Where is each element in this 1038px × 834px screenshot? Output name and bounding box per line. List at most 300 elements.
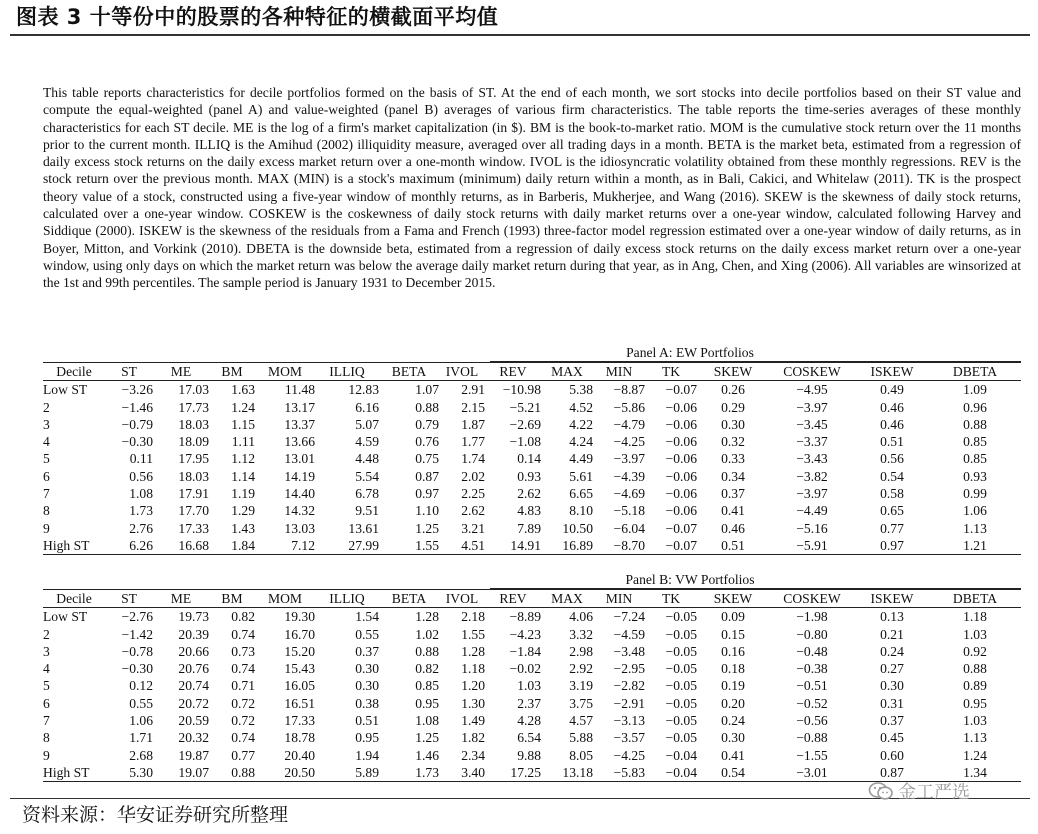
table-cell: 0.46 <box>880 399 904 415</box>
column-header: BM <box>209 363 255 381</box>
table-cell: 20.66 <box>178 643 209 659</box>
table-cell: 19.87 <box>178 747 209 763</box>
table-row <box>43 433 1021 450</box>
table-cell: 6.26 <box>129 537 153 553</box>
table-cell: 20.32 <box>178 730 209 746</box>
column-header: Decile <box>43 590 105 608</box>
table-cell: −0.05 <box>665 626 697 642</box>
table-cell: 0.30 <box>355 678 379 694</box>
table-cell: −0.06 <box>665 399 697 415</box>
table-cell: 27.99 <box>348 537 379 553</box>
table-cell: −0.38 <box>796 661 828 677</box>
table-cell: 0.37 <box>721 486 745 502</box>
table-cell: 0.30 <box>355 661 379 677</box>
title-divider <box>10 34 1030 36</box>
table-cell: 4.51 <box>461 537 485 553</box>
table-cell: 0.75 <box>415 451 439 467</box>
table-cell: 0.27 <box>880 661 904 677</box>
table-cell: 6.16 <box>355 399 379 415</box>
decile-label: 7 <box>43 713 50 729</box>
table-cell: 18.09 <box>178 434 209 450</box>
table-cell: −10.98 <box>502 382 541 398</box>
decile-label: 8 <box>43 503 50 519</box>
table-cell: −0.05 <box>665 609 697 625</box>
table-cell: 2.92 <box>569 661 593 677</box>
table-cell: 20.76 <box>178 661 209 677</box>
table-cell: 17.70 <box>178 503 209 519</box>
table-cell: 0.11 <box>129 451 153 467</box>
table-cell: −5.18 <box>613 503 645 519</box>
decile-label: 6 <box>43 695 50 711</box>
table-cell: 0.73 <box>231 643 255 659</box>
table-cell: 20.74 <box>178 678 209 694</box>
column-header: Decile <box>43 363 105 381</box>
table-cell: 1.09 <box>963 382 987 398</box>
table-cell: 1.55 <box>415 537 439 553</box>
column-header: IVOL <box>439 363 485 381</box>
table-cell: 1.18 <box>963 609 987 625</box>
table-cell: 0.33 <box>721 451 745 467</box>
table-cell: 4.06 <box>569 609 593 625</box>
table-cell: 9.51 <box>355 503 379 519</box>
column-header: MOM <box>255 590 315 608</box>
table-cell: −0.05 <box>665 678 697 694</box>
table-cell: 0.74 <box>231 626 255 642</box>
column-header: ILLIQ <box>315 363 379 381</box>
table-cell: 1.19 <box>231 486 255 502</box>
table-cell: 16.51 <box>284 695 315 711</box>
decile-label: 4 <box>43 434 50 450</box>
table-cell: 0.37 <box>880 713 904 729</box>
table-cell: 2.25 <box>461 486 485 502</box>
table-cell: −3.97 <box>613 451 645 467</box>
table-cell: 0.87 <box>415 468 439 484</box>
table-cell: 0.37 <box>355 643 379 659</box>
table-cell: 0.82 <box>231 609 255 625</box>
table-cell: 1.06 <box>129 713 153 729</box>
table-cell: 3.32 <box>569 626 593 642</box>
table-cell: −0.30 <box>121 434 153 450</box>
column-header: ISKEW <box>855 363 929 381</box>
table-row <box>43 381 1021 399</box>
table-cell: −8.87 <box>613 382 645 398</box>
source-note: 资料来源：华安证券研究所整理 <box>22 804 289 826</box>
table-cell: 0.51 <box>880 434 904 450</box>
decile-label: 3 <box>43 416 50 432</box>
table-cell: 13.66 <box>284 434 315 450</box>
table-row <box>43 660 1021 677</box>
table-cell: 2.15 <box>461 399 485 415</box>
table-cell: 16.05 <box>284 678 315 694</box>
table-cell: −4.39 <box>613 468 645 484</box>
table-cell: −3.13 <box>613 713 645 729</box>
column-header: TK <box>645 590 697 608</box>
table-cell: 0.88 <box>231 764 255 780</box>
column-header: MAX <box>541 363 593 381</box>
table-cell: −8.70 <box>613 537 645 553</box>
table-cell: 0.26 <box>721 382 745 398</box>
header-row <box>43 363 1021 381</box>
table-cell: 0.54 <box>721 764 745 780</box>
table-cell: 1.73 <box>415 764 439 780</box>
table-cell: −0.30 <box>121 661 153 677</box>
table-cell: 8.10 <box>569 503 593 519</box>
table-cell: 3.21 <box>461 520 485 536</box>
table-cell: 0.85 <box>963 451 987 467</box>
table-cell: 5.54 <box>355 468 379 484</box>
table-cell: 17.91 <box>178 486 209 502</box>
table-cell: 0.12 <box>129 678 153 694</box>
column-header: COSKEW <box>769 590 855 608</box>
table-cell: 1.94 <box>355 747 379 763</box>
table-cell: 1.82 <box>461 730 485 746</box>
table-cell: 17.95 <box>178 451 209 467</box>
table-cell: −0.04 <box>665 747 697 763</box>
decile-label: 8 <box>43 730 50 746</box>
table-cell: 15.20 <box>284 643 315 659</box>
table-cell: 0.79 <box>415 416 439 432</box>
decile-label: High ST <box>43 537 90 553</box>
table-cell: 18.03 <box>178 416 209 432</box>
column-header: COSKEW <box>769 363 855 381</box>
table-cell: 0.95 <box>415 695 439 711</box>
table-cell: −2.95 <box>613 661 645 677</box>
table-cell: 1.74 <box>461 451 485 467</box>
table-row <box>43 450 1021 467</box>
table-cell: 1.28 <box>461 643 485 659</box>
table-cell: 1.14 <box>231 468 255 484</box>
decile-label: 5 <box>43 678 50 694</box>
table-row <box>43 712 1021 729</box>
panel-a-label: Panel A: EW Portfolios <box>626 345 754 360</box>
table-cell: −3.48 <box>613 643 645 659</box>
table-cell: 1.15 <box>231 416 255 432</box>
table-cell: 0.72 <box>231 713 255 729</box>
table-cell: 0.97 <box>415 486 439 502</box>
table-cell: −4.23 <box>509 626 541 642</box>
column-header: SKEW <box>697 363 769 381</box>
table-row <box>43 643 1021 660</box>
table-row <box>43 729 1021 746</box>
decile-label: 9 <box>43 747 50 763</box>
table-cell: −4.25 <box>613 434 645 450</box>
table-cell: −0.52 <box>796 695 828 711</box>
column-header: BM <box>209 590 255 608</box>
table-row <box>43 608 1021 626</box>
table-cell: −3.97 <box>796 399 828 415</box>
table-cell: 2.68 <box>129 747 153 763</box>
table-cell: 17.33 <box>284 713 315 729</box>
table-cell: −8.89 <box>509 609 541 625</box>
table-row <box>43 520 1021 537</box>
table-cell: 0.74 <box>231 730 255 746</box>
table-cell: −5.86 <box>613 399 645 415</box>
table-cell: −4.79 <box>613 416 645 432</box>
table-cell: −0.05 <box>665 661 697 677</box>
table-cell: 1.21 <box>963 537 987 553</box>
table-cell: 0.55 <box>129 695 153 711</box>
table-row <box>43 416 1021 433</box>
table-cell: 2.91 <box>461 382 485 398</box>
table-cell: 20.40 <box>284 747 315 763</box>
table-cell: 1.08 <box>415 713 439 729</box>
figure-title: 图表 3 十等份中的股票的各种特征的横截面平均值 <box>16 5 499 29</box>
table-cell: 5.88 <box>569 730 593 746</box>
table-cell: 4.57 <box>569 713 593 729</box>
table-cell: 2.98 <box>569 643 593 659</box>
table-cell: 0.93 <box>963 468 987 484</box>
table-cell: −1.42 <box>121 626 153 642</box>
table-cell: 0.85 <box>415 678 439 694</box>
table-cell: 0.30 <box>721 416 745 432</box>
column-header: BETA <box>379 590 439 608</box>
table-cell: 17.73 <box>178 399 209 415</box>
table-cell: 1.03 <box>963 626 987 642</box>
table-cell: 13.17 <box>284 399 315 415</box>
table-cell: 6.54 <box>517 730 541 746</box>
table-cell: 0.93 <box>517 468 541 484</box>
table-cell: 1.28 <box>415 609 439 625</box>
decile-label: 6 <box>43 468 50 484</box>
table-cell: 0.54 <box>880 468 904 484</box>
table-cell: 1.07 <box>415 382 439 398</box>
table-cell: −3.97 <box>796 486 828 502</box>
table-cell: −4.25 <box>613 747 645 763</box>
table-cell: −5.91 <box>796 537 828 553</box>
table-cell: −3.01 <box>796 764 828 780</box>
table-row <box>43 677 1021 694</box>
table-cell: −0.06 <box>665 468 697 484</box>
table-cell: −0.80 <box>796 626 828 642</box>
table-cell: 0.95 <box>355 730 379 746</box>
table-cell: 14.40 <box>284 486 315 502</box>
table-cell: 1.10 <box>415 503 439 519</box>
column-header: DBETA <box>929 590 1021 608</box>
table-cell: −0.06 <box>665 451 697 467</box>
table-cell: 1.55 <box>461 626 485 642</box>
column-header: BETA <box>379 363 439 381</box>
table-cell: 0.51 <box>355 713 379 729</box>
table-cell: 0.18 <box>721 661 745 677</box>
table-cell: 0.60 <box>880 747 904 763</box>
table-cell: 20.39 <box>178 626 209 642</box>
table-cell: 1.25 <box>415 520 439 536</box>
table-cell: 2.76 <box>129 520 153 536</box>
table-cell: 0.85 <box>963 434 987 450</box>
table-cell: 5.38 <box>569 382 593 398</box>
table-cell: −0.07 <box>665 520 697 536</box>
column-header: MAX <box>541 590 593 608</box>
table-cell: 1.13 <box>963 520 987 536</box>
table-cell: −5.21 <box>509 399 541 415</box>
table-cell: 5.07 <box>355 416 379 432</box>
column-header: REV <box>485 363 541 381</box>
table-cell: 17.33 <box>178 520 209 536</box>
table-cell: −0.51 <box>796 678 828 694</box>
table-cell: −0.06 <box>665 486 697 502</box>
table-cell: 13.01 <box>284 451 315 467</box>
table-cell: −2.82 <box>613 678 645 694</box>
table-cell: −0.04 <box>665 764 697 780</box>
table-cell: 1.03 <box>963 713 987 729</box>
table-row <box>43 626 1021 643</box>
table-cell: 0.46 <box>880 416 904 432</box>
table-cell: 16.68 <box>178 537 209 553</box>
table-cell: 0.82 <box>415 661 439 677</box>
table-cell: 0.24 <box>721 713 745 729</box>
column-header: ME <box>153 363 209 381</box>
table-cell: 0.88 <box>963 416 987 432</box>
table-cell: 0.87 <box>880 764 904 780</box>
table-cell: −0.05 <box>665 713 697 729</box>
decile-label: 5 <box>43 451 50 467</box>
column-header: MIN <box>593 363 645 381</box>
table-cell: −0.05 <box>665 695 697 711</box>
table-cell: 0.88 <box>415 643 439 659</box>
table-cell: 0.96 <box>963 399 987 415</box>
table-cell: 1.18 <box>461 661 485 677</box>
panel-b-table <box>43 589 1021 782</box>
table-row <box>43 747 1021 764</box>
table-cell: 19.07 <box>178 764 209 780</box>
table-cell: 0.88 <box>963 661 987 677</box>
table-cell: 1.71 <box>129 730 153 746</box>
table-cell: −1.08 <box>509 434 541 450</box>
table-cell: −0.48 <box>796 643 828 659</box>
table-row <box>43 537 1021 555</box>
table-cell: 4.59 <box>355 434 379 450</box>
column-header: ST <box>105 590 153 608</box>
table-cell: 1.77 <box>461 434 485 450</box>
column-header: ILLIQ <box>315 590 379 608</box>
table-cell: −0.07 <box>665 537 697 553</box>
table-cell: 20.50 <box>284 764 315 780</box>
table-cell: −3.45 <box>796 416 828 432</box>
table-cell: −2.69 <box>509 416 541 432</box>
table-cell: 5.89 <box>355 764 379 780</box>
panel-a-table <box>43 362 1021 555</box>
table-cell: 1.13 <box>963 730 987 746</box>
table-cell: 1.24 <box>231 399 255 415</box>
table-cell: 0.15 <box>721 626 745 642</box>
table-cell: 1.11 <box>231 434 255 450</box>
column-header: IVOL <box>439 590 485 608</box>
column-header: MIN <box>593 590 645 608</box>
header-row <box>43 590 1021 608</box>
table-cell: 0.77 <box>880 520 904 536</box>
table-cell: 16.70 <box>284 626 315 642</box>
table-cell: 20.72 <box>178 695 209 711</box>
table-cell: 4.24 <box>569 434 593 450</box>
table-cell: 6.65 <box>569 486 593 502</box>
table-cell: 17.25 <box>510 764 541 780</box>
table-cell: 0.89 <box>963 678 987 694</box>
column-header: ST <box>105 363 153 381</box>
table-cell: −6.04 <box>613 520 645 536</box>
table-cell: 1.20 <box>461 678 485 694</box>
table-cell: 9.88 <box>517 747 541 763</box>
table-cell: 0.88 <box>415 399 439 415</box>
table-cell: 0.58 <box>880 486 904 502</box>
table-cell: 1.46 <box>415 747 439 763</box>
table-cell: 4.28 <box>517 713 541 729</box>
table-cell: −4.95 <box>796 382 828 398</box>
table-cell: 4.48 <box>355 451 379 467</box>
table-cell: 1.03 <box>517 678 541 694</box>
table-cell: 0.38 <box>355 695 379 711</box>
table-cell: −0.56 <box>796 713 828 729</box>
column-header: ISKEW <box>855 590 929 608</box>
table-cell: 1.29 <box>231 503 255 519</box>
decile-label: 3 <box>43 643 50 659</box>
table-cell: 3.40 <box>461 764 485 780</box>
table-cell: −4.69 <box>613 486 645 502</box>
table-cell: 5.30 <box>129 764 153 780</box>
table-cell: −1.46 <box>121 399 153 415</box>
table-cell: 13.18 <box>562 764 593 780</box>
table-cell: 0.30 <box>880 678 904 694</box>
table-cell: 0.71 <box>231 678 255 694</box>
table-cell: 10.50 <box>562 520 593 536</box>
table-cell: 0.24 <box>880 643 904 659</box>
table-cell: 1.34 <box>963 764 987 780</box>
table-cell: 0.45 <box>880 730 904 746</box>
decile-label: High ST <box>43 764 90 780</box>
table-cell: 0.31 <box>880 695 904 711</box>
table-cell: 15.43 <box>284 661 315 677</box>
watermark <box>868 778 970 804</box>
table-cell: −1.98 <box>796 609 828 625</box>
table-cell: 0.19 <box>721 678 745 694</box>
watermark-text: 金工严选 <box>898 782 970 803</box>
decile-label: 4 <box>43 661 50 677</box>
table-cell: 1.87 <box>461 416 485 432</box>
table-row <box>43 695 1021 712</box>
table-cell: 0.34 <box>721 468 745 484</box>
table-cell: −3.43 <box>796 451 828 467</box>
table-cell: 1.25 <box>415 730 439 746</box>
table-cell: 13.61 <box>348 520 379 536</box>
table-cell: 13.03 <box>284 520 315 536</box>
table-cell: 0.20 <box>721 695 745 711</box>
table-cell: −2.91 <box>613 695 645 711</box>
table-cell: 19.73 <box>178 609 209 625</box>
table-cell: −0.06 <box>665 416 697 432</box>
table-cell: −1.84 <box>509 643 541 659</box>
table-cell: 3.19 <box>569 678 593 694</box>
table-cell: 0.99 <box>963 486 987 502</box>
table-cell: 1.06 <box>963 503 987 519</box>
table-row <box>43 468 1021 485</box>
table-cell: 1.54 <box>355 609 379 625</box>
table-cell: 20.59 <box>178 713 209 729</box>
table-cell: 17.03 <box>178 382 209 398</box>
table-cell: −0.78 <box>121 643 153 659</box>
wechat-icon <box>868 781 894 801</box>
table-cell: −1.55 <box>796 747 828 763</box>
table-cell: 8.05 <box>569 747 593 763</box>
panel-b-label: Panel B: VW Portfolios <box>625 572 755 587</box>
decile-label: 2 <box>43 626 50 642</box>
table-cell: 4.22 <box>569 416 593 432</box>
table-cell: 2.62 <box>461 503 485 519</box>
decile-label: Low ST <box>43 382 88 398</box>
table-cell: 12.83 <box>348 382 379 398</box>
table-cell: −0.02 <box>509 661 541 677</box>
column-header: TK <box>645 363 697 381</box>
table-cell: 0.41 <box>721 503 745 519</box>
table-cell: −5.16 <box>796 520 828 536</box>
